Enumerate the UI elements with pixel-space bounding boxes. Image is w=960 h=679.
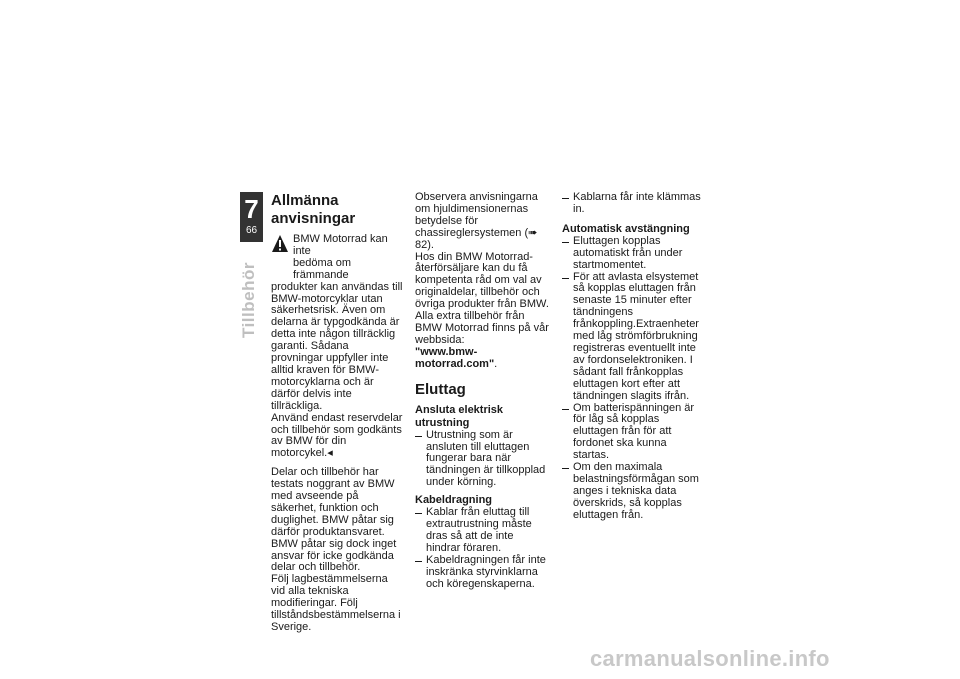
subheading-automatic-shutoff: Automatisk avstängning [562, 222, 690, 235]
side-label: Tillbehör [239, 262, 258, 338]
list-item: Utrustning som är ansluten till eluttagen fungerar bara när tändningen är tillkopplad under körning. [415, 430, 550, 490]
column-2 [415, 192, 550, 590]
paragraph [271, 413, 403, 461]
list [415, 507, 550, 590]
subheading-connect-electrical: Ansluta elektrisk utrustning [415, 403, 504, 429]
paragraph-text: Observera anvisningarna om hjuldimensionernas betydelse för chassireglersystemen [415, 191, 538, 239]
paragraph: Alla extra tillbehör från BMW Motorrad finns på vår webbsida: [415, 310, 549, 346]
url-suffix: . [494, 357, 498, 370]
paragraph: Följ lagbestämmelserna vid alla tekniska modifieringar. Följ tillståndsbestämmelserna i Sverige. [271, 573, 401, 633]
warning-line-1: BMW Motorrad kan inte [293, 233, 388, 257]
paragraph-text: Använd endast reservdelar och tillbehör som godkänts av BMW för din motorcykel. [271, 411, 403, 460]
list [415, 430, 550, 490]
warning-line-2: bedöma om främmande [293, 256, 352, 281]
title-general-instructions: Allmänna anvisningar [271, 192, 356, 227]
page-reference[interactable]: (➠ 82). [415, 226, 538, 251]
paragraph [415, 347, 550, 371]
website-link[interactable]: "www.bmw-motorrad.com" [415, 345, 495, 370]
section-title-eluttag: Eluttag [415, 380, 466, 398]
list-item: Om den maximala belastningsförmågan som anges i tekniska data överskrids, så kopplas eluttagen från. [562, 462, 702, 522]
list [562, 192, 702, 216]
list-item: Kablarna får inte klämmas in. [562, 192, 702, 216]
list [562, 236, 702, 522]
list-item: Kablar från eluttag till extrautrustning måste dras så att de inte hindrar föraren. [415, 507, 550, 555]
paragraph [415, 192, 550, 252]
column-1 [271, 192, 403, 634]
warning-block [271, 234, 403, 282]
list-item: Kabeldragningen får inte inskränka styrvinklarna och köregenskaperna. [415, 555, 550, 591]
list-item: Om batterispänningen är för låg så kopplas eluttagen från för att fordonet ska kunna startas. [562, 403, 702, 463]
list-item: Eluttagen kopplas automatiskt från under startmomentet. [562, 236, 702, 272]
paragraph: Delar och tillbehör har testats noggrant av BMW med avseende på säkerhet, funktion och duglighet. BMW påtar sig därför produktansvaret. BMW påtar sig dock inget ansvar för icke godkända delar och tillbehör. [271, 466, 397, 574]
paragraph: produkter kan användas till BMW-motorcyklar utan säkerhetsrisk. Även om delarna är typgodkända är detta inte någon tillräcklig garanti. Sådana provningar uppfyller inte alltid kraven för BMW-motorcyklarna och är därför delvis inte tillräckliga. [271, 280, 403, 412]
page-number: 66 [245, 225, 258, 236]
paragraph: Hos din BMW Motorrad-återförsäljare kan du få kompetenta råd om val av originaldelar, tillbehör och övriga produkter från BMW. [415, 250, 549, 311]
warning-icon [271, 234, 289, 254]
list-item: För att avlasta elsystemet så kopplas eluttagen från senaste 15 minuter efter tändningens frånkoppling.Extraenheter med låg strömförbrukning registreras eventuellt inte av fordonselektroniken. I sådant fall frånkopplas eluttagen kort efter att tändningen slagits ifrån. [562, 272, 702, 403]
end-mark-icon: ◂ [327, 447, 333, 460]
warning-text [293, 234, 403, 282]
chapter-number: 7 [244, 194, 259, 224]
subheading-cable-routing: Kabeldragning [415, 494, 493, 507]
column-3 [562, 192, 702, 522]
watermark: carmanualsonline.info [590, 646, 830, 671]
